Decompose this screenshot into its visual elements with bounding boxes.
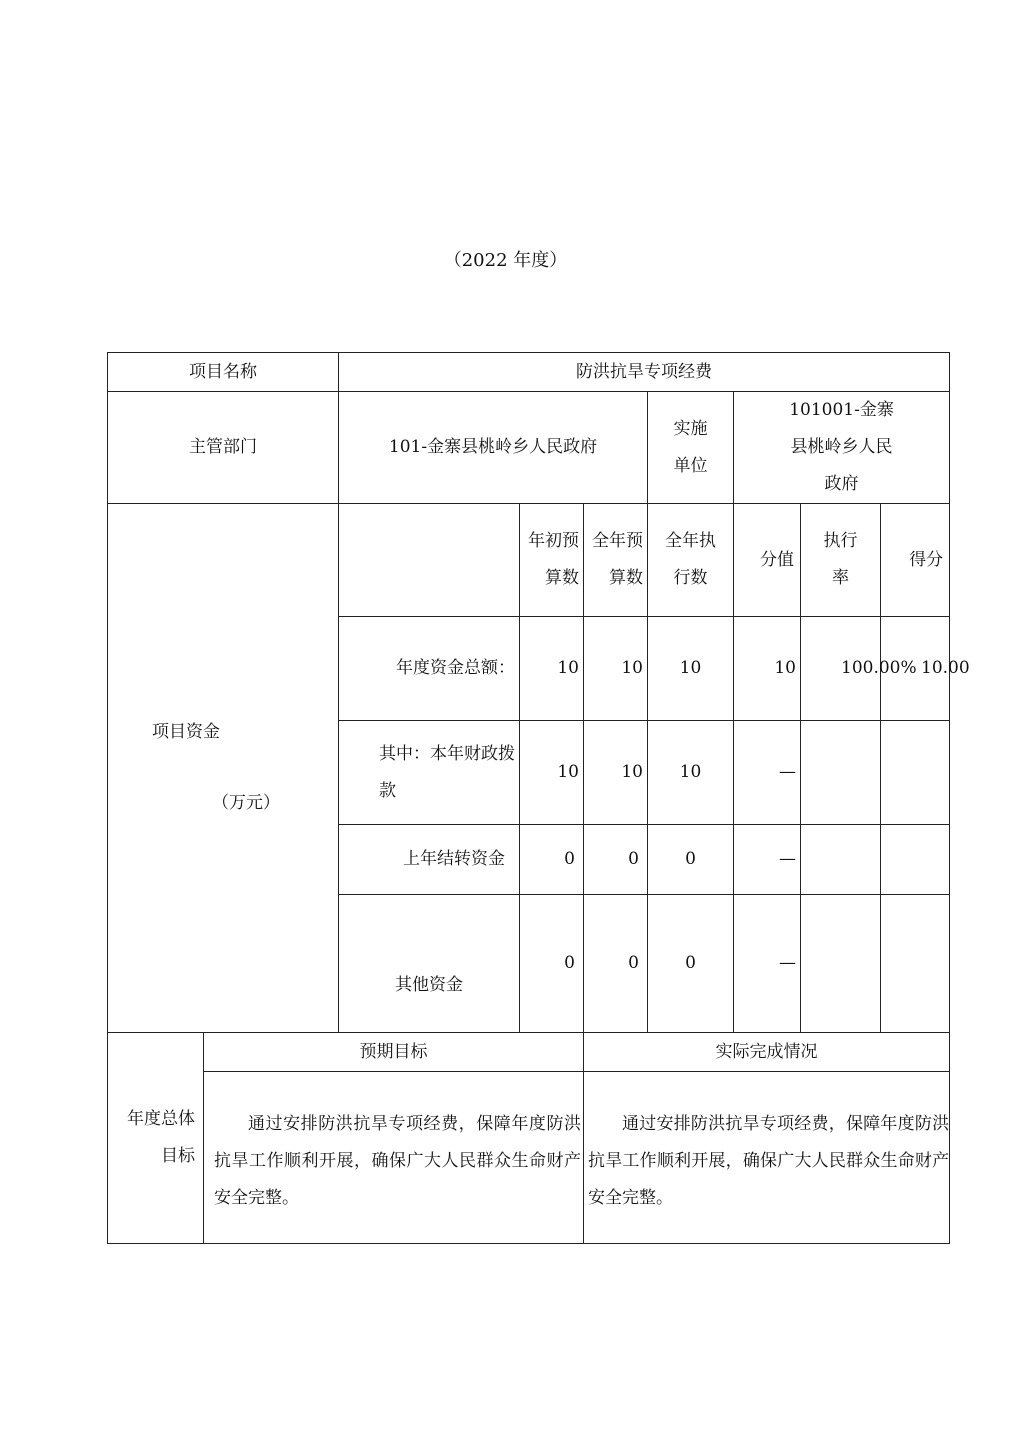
row-project-name [108, 353, 950, 392]
expected-goal-text: 通过安排防洪抗旱专项经费，保障年度防洪抗旱工作顺利开展，确保广大人民群众生命财产安全完整。 [204, 1072, 584, 1244]
fund-score: — [734, 721, 801, 825]
fund-full: 10 [584, 721, 648, 825]
fund-exec: 0 [648, 895, 734, 1033]
fund-rate [801, 721, 881, 825]
project-name-value: 防洪抗旱专项经费 [339, 353, 950, 392]
funds-unit: （万元） [212, 793, 280, 813]
fund-full: 10 [584, 617, 648, 721]
goals-label: 年度总体目标 [108, 1033, 204, 1244]
row-funds-header [108, 504, 950, 617]
actual-goal-text: 通过安排防洪抗旱专项经费，保障年度防洪抗旱工作顺利开展，确保广大人民群众生命财产安全完整。 [584, 1072, 950, 1244]
fund-score: — [734, 825, 801, 895]
expected-goal-header: 预期目标 [204, 1033, 584, 1072]
funds-label: 项目资金 [152, 722, 220, 742]
fund-rate [801, 825, 881, 895]
fund-row-label: 年度资金总额： [339, 617, 520, 721]
header-full-exec: 全年执行数 [648, 504, 734, 617]
fund-row-label: 上年结转资金 [339, 825, 520, 895]
fund-full: 0 [584, 895, 648, 1033]
impl-unit-value: 101001-金寨县桃岭乡人民政府 [734, 392, 950, 504]
fund-row-label: 其中：本年财政拨款 [339, 721, 520, 825]
fund-exec: 0 [648, 825, 734, 895]
fund-row-label: 其他资金 [339, 895, 520, 1033]
department-label: 主管部门 [108, 392, 339, 504]
fund-full: 0 [584, 825, 648, 895]
performance-table [107, 352, 970, 1244]
fund-got [881, 895, 950, 1033]
fund-rate: 100.00% [801, 617, 881, 721]
row-goals-body [108, 1072, 950, 1244]
header-rate: 执行率 [801, 504, 881, 617]
impl-unit-label: 实施单位 [648, 392, 734, 504]
fund-got: 10.00 [881, 617, 950, 721]
fund-initial: 0 [520, 825, 584, 895]
header-got-score: 得分 [881, 504, 950, 617]
department-value: 101-金寨县桃岭乡人民政府 [339, 392, 648, 504]
fund-score: 10 [734, 617, 801, 721]
fund-got [881, 721, 950, 825]
actual-goal-header: 实际完成情况 [584, 1033, 950, 1072]
funds-header-blank [339, 504, 520, 617]
fund-score: — [734, 895, 801, 1033]
fund-exec: 10 [648, 721, 734, 825]
fund-initial: 10 [520, 617, 584, 721]
header-full-budget: 全年预算数 [584, 504, 648, 617]
fund-initial: 0 [520, 895, 584, 1033]
row-department [108, 392, 950, 504]
project-name-label: 项目名称 [108, 353, 339, 392]
header-score: 分值 [734, 504, 801, 617]
fund-exec: 10 [648, 617, 734, 721]
header-initial-budget: 年初预算数 [520, 504, 584, 617]
row-goals-header [108, 1033, 950, 1072]
fund-rate [801, 895, 881, 1033]
fund-got [881, 825, 950, 895]
year-label: （2022 年度） [443, 250, 568, 271]
fund-initial: 10 [520, 721, 584, 825]
funds-label-cell [108, 504, 339, 1033]
